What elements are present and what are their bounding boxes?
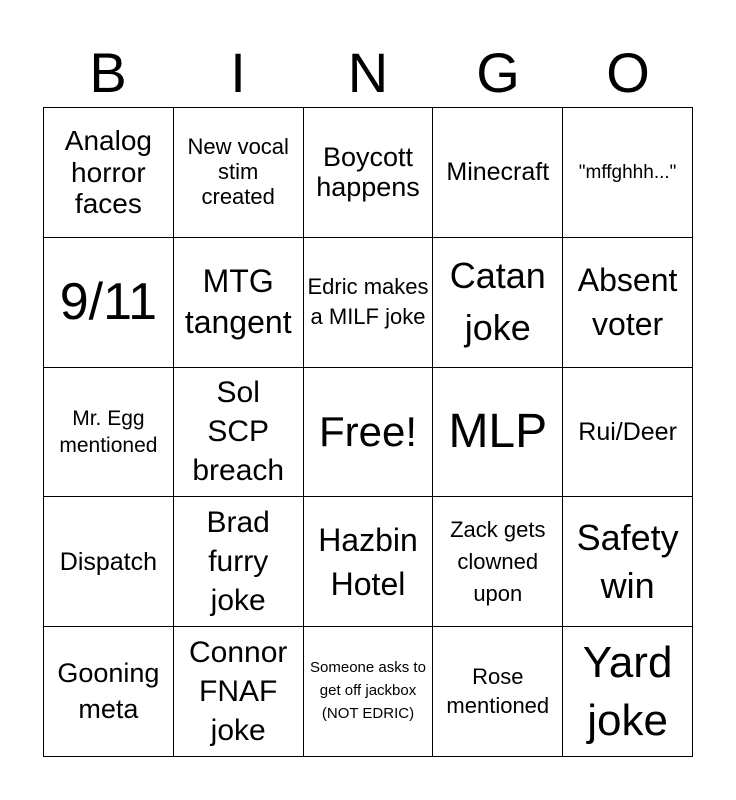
header-letter-b: B [89,41,127,104]
cell-text: Zack gets clowned upon [450,516,546,606]
cell-text: Mr. Egg mentioned [59,406,158,457]
cell-text: Dispatch [59,547,158,576]
bingo-cell[interactable] [563,368,693,498]
bingo-cell[interactable] [44,108,174,238]
bingo-cell[interactable] [563,108,693,238]
bingo-cell[interactable] [563,497,693,627]
cell-text: Free! [318,408,417,456]
bingo-cell[interactable] [563,627,693,757]
cell-text: Analog horror faces [64,125,152,220]
cell-text: 9/11 [59,273,158,332]
bingo-cell[interactable] [433,627,563,757]
cell-text: Boycott happens [316,142,420,203]
bingo-cell[interactable] [174,238,304,368]
bingo-cell[interactable] [44,238,174,368]
cell-text: Safety win [576,517,679,606]
cell-text: Rose mentioned [446,664,550,718]
cell-text: Edric makes a MILF joke [307,273,429,330]
bingo-board [43,107,693,757]
bingo-cell[interactable] [433,497,563,627]
bingo-cell[interactable] [44,627,174,757]
bingo-cell[interactable] [174,368,304,498]
cell-text: Gooning meta [57,657,160,724]
bingo-cell[interactable] [304,368,434,498]
cell-text: Minecraft [446,158,550,187]
cell-text: MLP [448,405,548,459]
header-letter-i: I [230,41,246,104]
header-letter-g: G [476,41,520,104]
cell-text: Rui/Deer [578,417,677,446]
cell-text: Someone asks to get off jackbox (NOT EDRIC) [310,659,426,722]
cell-text: Brad furry joke [206,506,270,618]
bingo-cell[interactable] [433,238,563,368]
cell-text: Yard joke [582,638,673,745]
cell-text: Absent voter [577,262,678,343]
bingo-cell[interactable] [174,108,304,238]
header-letter-o: O [606,41,650,104]
bingo-cell[interactable] [304,627,434,757]
cell-text: Connor FNAF joke [188,636,288,748]
cell-text: "mffghhh..." [578,161,677,183]
bingo-cell[interactable] [174,497,304,627]
bingo-cell[interactable] [44,368,174,498]
header-letter-n: N [347,41,389,104]
bingo-cell[interactable] [44,497,174,627]
bingo-cell[interactable] [304,238,434,368]
cell-text: Catan joke [449,255,546,349]
bingo-cell[interactable] [433,368,563,498]
cell-text: Hazbin Hotel [318,521,418,602]
bingo-cell[interactable] [563,238,693,368]
bingo-cell[interactable] [174,627,304,757]
bingo-cell[interactable] [304,108,434,238]
cell-text: MTG tangent [184,262,292,341]
bingo-cell[interactable] [304,497,434,627]
cell-text: Sol SCP breach [192,376,285,488]
bingo-header [43,38,693,108]
bingo-cell[interactable] [433,108,563,238]
cell-text: New vocal stim created [187,134,289,209]
